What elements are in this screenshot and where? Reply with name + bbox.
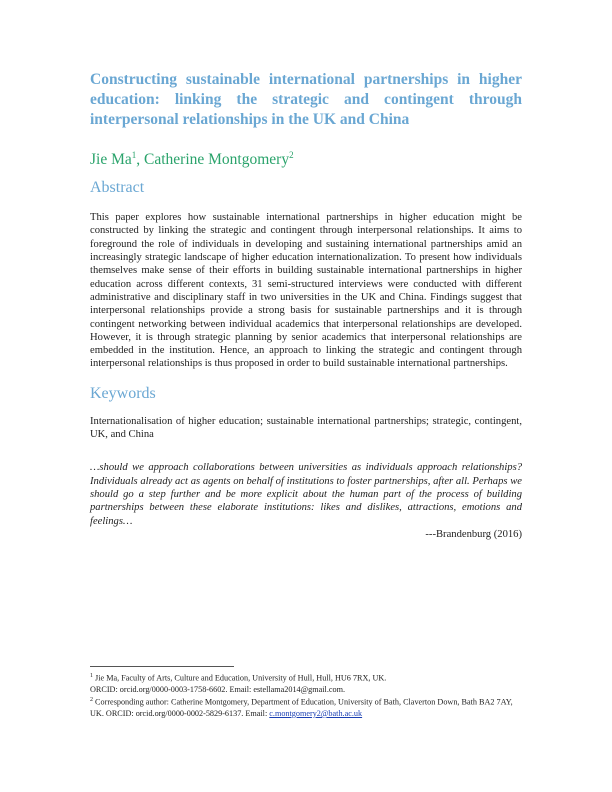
- footnote-1: [90, 671, 522, 695]
- footnote-text: ORCID: orcid.org/0000-0003-1758-6602. Email: estellama2014@gmail.com.: [90, 684, 346, 694]
- abstract-body: This paper explores how sustainable international partnerships in higher education might be constructed by linking the strategic and contingent through interpersonal relationships. It aims to foreground the role of individuals in developing and sustaining international partnerships amid an increasingly strategic landscape of higher education internationalization. To present how individuals themselves make sense of their efforts in building sustainable international partnerships in higher education across different contexts, 31 semi-structured interviews were conducted with different administrative and disciplinary staff in two universities in the UK and China. Findings suggest that interpersonal relationships provide a strong basis for sustainable partnerships and it is through contingent networking between individual academics that interpersonal relationships are developed. However, it is through strategic planning by senior academics that interpersonal relationships are embedded in the institution. Hence, an approach to linking the strategic and contingent through interpersonal relationships is thus proposed in order to build sustainable international partnerships.: [90, 212, 522, 370]
- author-name: Jie Ma: [90, 151, 132, 169]
- footnote-2: [90, 695, 522, 719]
- footnote-text: Jie Ma, Faculty of Arts, Culture and Education, University of Hull, Hull, HU6 7RX, UK.: [93, 673, 387, 683]
- author-list: [90, 150, 522, 169]
- email-link[interactable]: c.montgomery2@bath.ac.uk: [269, 708, 363, 718]
- paper-page: [90, 70, 522, 540]
- paper-title: Constructing sustainable international partnerships in higher education: linking the strategic and contingent through interpersonal relationships in the UK and China: [90, 71, 522, 128]
- author-separator: ,: [136, 151, 145, 169]
- footnote-text: Corresponding author: Catherine Montgomery, Department of Education, University of Bath, Claverton Down, Bath BA2 7AY, UK. ORCID: orcid.org/0000-0002-5829-6137. Email:: [90, 698, 513, 718]
- footnote-divider: [90, 666, 234, 667]
- epigraph-citation: ---Brandenburg (2016): [425, 528, 522, 540]
- footnotes: [90, 671, 522, 720]
- footnote-number: 1: [90, 673, 93, 679]
- author-name: Catherine Montgomery: [144, 151, 290, 169]
- author-footnote-marker[interactable]: 1: [131, 150, 137, 160]
- keywords-heading: Keywords: [90, 384, 156, 402]
- footnote-number: 2: [90, 697, 93, 704]
- author-footnote-marker[interactable]: 2: [289, 150, 294, 160]
- abstract-heading: Abstract: [90, 179, 145, 197]
- epigraph-quote: …should we approach collaborations between universities as individuals approach relationships? Individuals already act as agents on behalf of institutions to foster partnerships, after all. Perhaps we should go a step further and be more explicit about the human part of the process of building partnerships between these elaborate institutions: likes and dislikes, attractions, emotions and feelings…: [90, 462, 522, 527]
- keywords-body: Internationalisation of higher education; sustainable international partnerships; strategic, contingent, UK, and China: [90, 415, 522, 441]
